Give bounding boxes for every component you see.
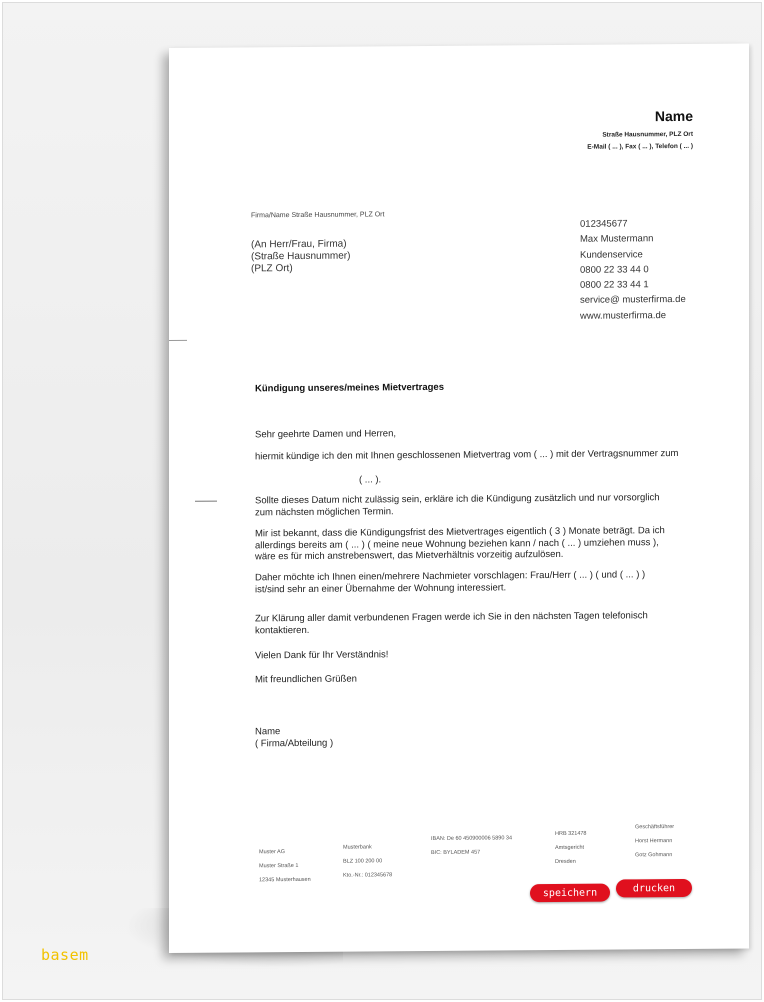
info-line: www.musterfirma.de <box>580 309 667 322</box>
recipient-line: (An Herr/Frau, Firma) <box>251 238 347 251</box>
footer-line: IBAN: De 60 450900006 5890 34 <box>431 835 513 842</box>
body-paragraph: Vielen Dank für Ihr Verständnis! <box>255 649 389 662</box>
footer-line: BLZ 100 200 00 <box>343 858 383 865</box>
body-paragraph: Sollte dieses Datum nicht zulässig sein, erkläre ich die Kündigung zusätzlich und nur vorsorglich zum nächsten möglichen Termin. <box>255 492 660 518</box>
body-paragraph: Zur Klärung aller damit verbundenen Fragen werde ich Sie in den nächsten Tagen telefonisch kontaktieren. <box>255 610 648 636</box>
footer-register <box>555 827 587 869</box>
body-paragraph: Daher möchte ich Ihnen einen/mehrere Nachmieter vorschlagen: Frau/Herr ( ... ) ( und ( ... ) ) ist/sind sehr an einer Übernahme der Wohnung interessiert. <box>255 569 646 595</box>
sender-return-line: Firma/Name Straße Hausnummer, PLZ Ort <box>251 211 385 220</box>
header-contact: E-Mail ( ... ), Fax ( ... ), Telefon ( ... ) <box>587 142 693 151</box>
body-paragraph: Mir ist bekannt, dass die Kündigungsfrist des Mietvertrages eigentlich ( 3 ) Monate beträgt. Da ich allerdings bereits am ( ... ) ( meine neue Wohnung beziehen kann / nach ( ... ) umziehen muss ), wäre es für mich anstrebenswert, das Mietverhältnis vorzeitig aufzulösen. <box>255 525 665 563</box>
info-line: 012345677 <box>580 218 628 230</box>
footer-line: BIC: BYLADEM 457 <box>431 849 481 856</box>
footer-company <box>259 845 311 887</box>
footer-line: Muster AG <box>259 849 285 856</box>
body-paragraph: hiermit kündige ich den mit Ihnen geschlossenen Mietvertrag vom ( ... ) mit der Vertragsnummer zum <box>255 447 679 463</box>
letter-subject: Kündigung unseres/meines Mietvertrages <box>255 381 444 395</box>
info-block <box>580 216 686 324</box>
signature-department: ( Firma/Abteilung ) <box>255 737 334 750</box>
footer-management <box>635 820 674 862</box>
info-line: Kundenservice <box>580 248 643 261</box>
signature-name: Name <box>255 726 281 738</box>
footer-line: Kto.-Nr.: 012345678 <box>343 872 393 879</box>
recipient-line: (Straße Hausnummer) <box>251 250 351 263</box>
brand-watermark: basem <box>41 946 89 964</box>
info-line: service@ musterfirma.de <box>580 294 686 307</box>
print-button[interactable]: drucken <box>616 879 692 898</box>
closing: Mit freundlichen Grüßen <box>255 673 357 686</box>
footer-line: 12345 Musterhausen <box>259 876 311 884</box>
footer-line: Dresden <box>555 858 576 865</box>
footer-line: Amtsgericht <box>555 844 585 851</box>
footer-iban <box>431 831 512 860</box>
footer-line: Muster Straße 1 <box>259 862 299 870</box>
letter-page <box>169 43 749 953</box>
save-button[interactable]: speichern <box>530 884 610 903</box>
footer-line: Horst Hermann <box>635 838 673 845</box>
info-line: Max Mustermann <box>580 233 654 246</box>
info-line: 0800 22 33 44 1 <box>580 279 649 291</box>
footer-bank <box>343 840 392 882</box>
header-address: Straße Hausnummer, PLZ Ort <box>602 130 693 139</box>
info-line: 0800 22 33 44 0 <box>580 264 649 276</box>
header-name: Name <box>654 107 693 125</box>
recipient-line: (PLZ Ort) <box>251 263 293 275</box>
footer-line: Musterbank <box>343 844 372 851</box>
screenshot-frame <box>2 2 762 1000</box>
footer-line: HRB 321478 <box>555 830 587 837</box>
footer-line: Gotz Gohmann <box>635 852 673 859</box>
fold-mark <box>169 340 187 341</box>
body-paragraph: ( ... ). <box>359 474 382 486</box>
recipient-address <box>251 239 350 276</box>
punch-mark <box>195 501 217 502</box>
salutation: Sehr geehrte Damen und Herren, <box>255 428 396 441</box>
footer-line: Geschäftsführer <box>635 824 675 831</box>
